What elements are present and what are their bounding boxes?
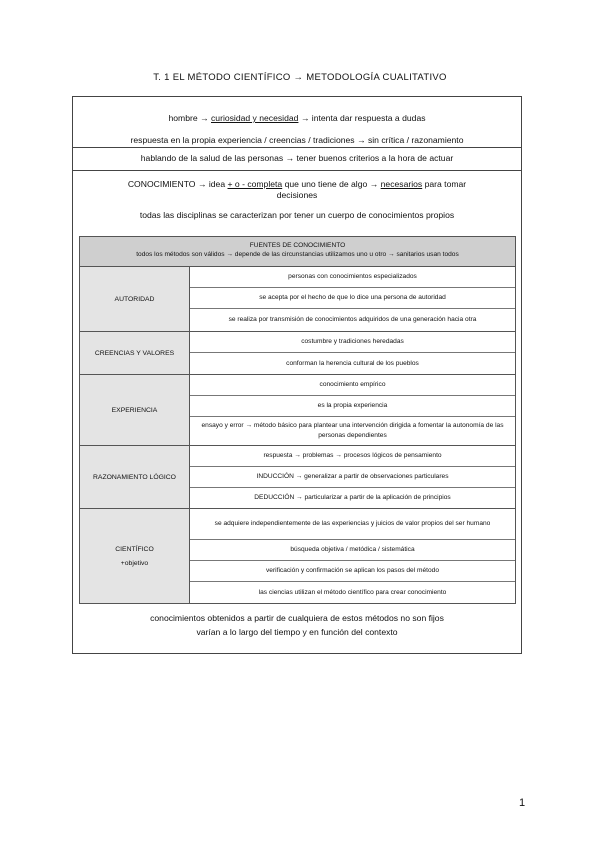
group-label: CREENCIAS Y VALORES — [80, 332, 190, 374]
group-sublabel: +objetivo — [120, 559, 149, 567]
intro-block-2 — [73, 148, 521, 171]
table-row: se acepta por el hecho de que lo dice una persona de autoridad — [190, 288, 515, 309]
table-row: las ciencias utilizan el método científico para crear conocimiento — [258, 588, 447, 596]
intro-block-3 — [73, 171, 521, 221]
table-row: conocimiento empírico — [190, 375, 515, 396]
intro-line-3: hablando de la salud de las personas → tener buenos criterios a la hora de actuar — [140, 153, 454, 163]
main-box — [72, 96, 522, 654]
table-header — [80, 237, 515, 267]
table-row: conforman la herencia cultural de los pueblos — [286, 359, 419, 367]
table-row: búsqueda objetiva / metódica / sistemática — [190, 540, 515, 561]
group-razonamiento — [80, 446, 515, 509]
table-row: DEDUCCIÓN → particularizar a partir de la aplicación de principios — [254, 494, 451, 501]
group-experiencia — [80, 375, 515, 446]
table-row: ensayo y error → método básico para plantear una intervención dirigida a fomentar la autonomía de las personas dependientes — [201, 422, 504, 439]
footer-note — [73, 611, 521, 639]
table-row: costumbre y tradiciones heredadas — [190, 332, 515, 353]
intro-line-2: respuesta en la propia experiencia / creencias / tradiciones → sin crítica / razonamiento — [130, 135, 464, 145]
table-row: se realiza por transmisión de conocimientos adquiridos de una generación hacia otra — [228, 316, 477, 323]
group-label: RAZONAMIENTO LÓGICO — [80, 446, 190, 508]
table-row: se adquiere independientemente de las experiencias y juicios de valor propios del ser humano — [190, 509, 515, 540]
intro-block-1 — [73, 97, 521, 148]
group-autoridad — [80, 267, 515, 332]
table-header-subtitle: todos los métodos son válidos → depende de las circunstancias utilizamos uno u otro → sanitarios usan todos — [136, 251, 459, 258]
group-cientifico — [80, 509, 515, 603]
footer-line-2: varían a lo largo del tiempo y en función del contexto — [196, 627, 398, 637]
footer-line-1: conocimientos obtenidos a partir de cualquiera de estos métodos no son fijos — [150, 613, 444, 623]
conocimiento-line: CONOCIMIENTO → idea + o - completa que uno tiene de algo → necesarios para tomar — [127, 179, 467, 189]
intro-line-5: todas las disciplinas se caracterizan por tener un cuerpo de conocimientos propios — [139, 210, 455, 220]
intro-line-1: hombre → curiosidad y necesidad → intenta dar respuesta a dudas — [168, 113, 426, 123]
table-row: es la propia experiencia — [190, 396, 515, 417]
conocimiento-line-2: decisiones — [276, 190, 318, 200]
group-label: CIENTÍFICO +objetivo — [80, 509, 190, 603]
page-title: T. 1 EL MÉTODO CIENTÍFICO → METODOLOGÍA CUALITATIVO — [153, 72, 447, 83]
table-header-title: FUENTES DE CONOCIMIENTO — [249, 242, 346, 249]
table-row: verificación y confirmación se aplican los pasos del método — [190, 561, 515, 582]
group-label: AUTORIDAD — [80, 267, 190, 331]
group-label: EXPERIENCIA — [80, 375, 190, 445]
page-number: 1 — [519, 797, 526, 809]
sources-table — [79, 236, 516, 604]
group-creencias — [80, 332, 515, 375]
table-row: INDUCCIÓN → generalizar a partir de observaciones particulares — [190, 467, 515, 488]
table-row: personas con conocimientos especializados — [190, 267, 515, 288]
table-row: respuesta → problemas → procesos lógicos de pensamiento — [190, 446, 515, 467]
